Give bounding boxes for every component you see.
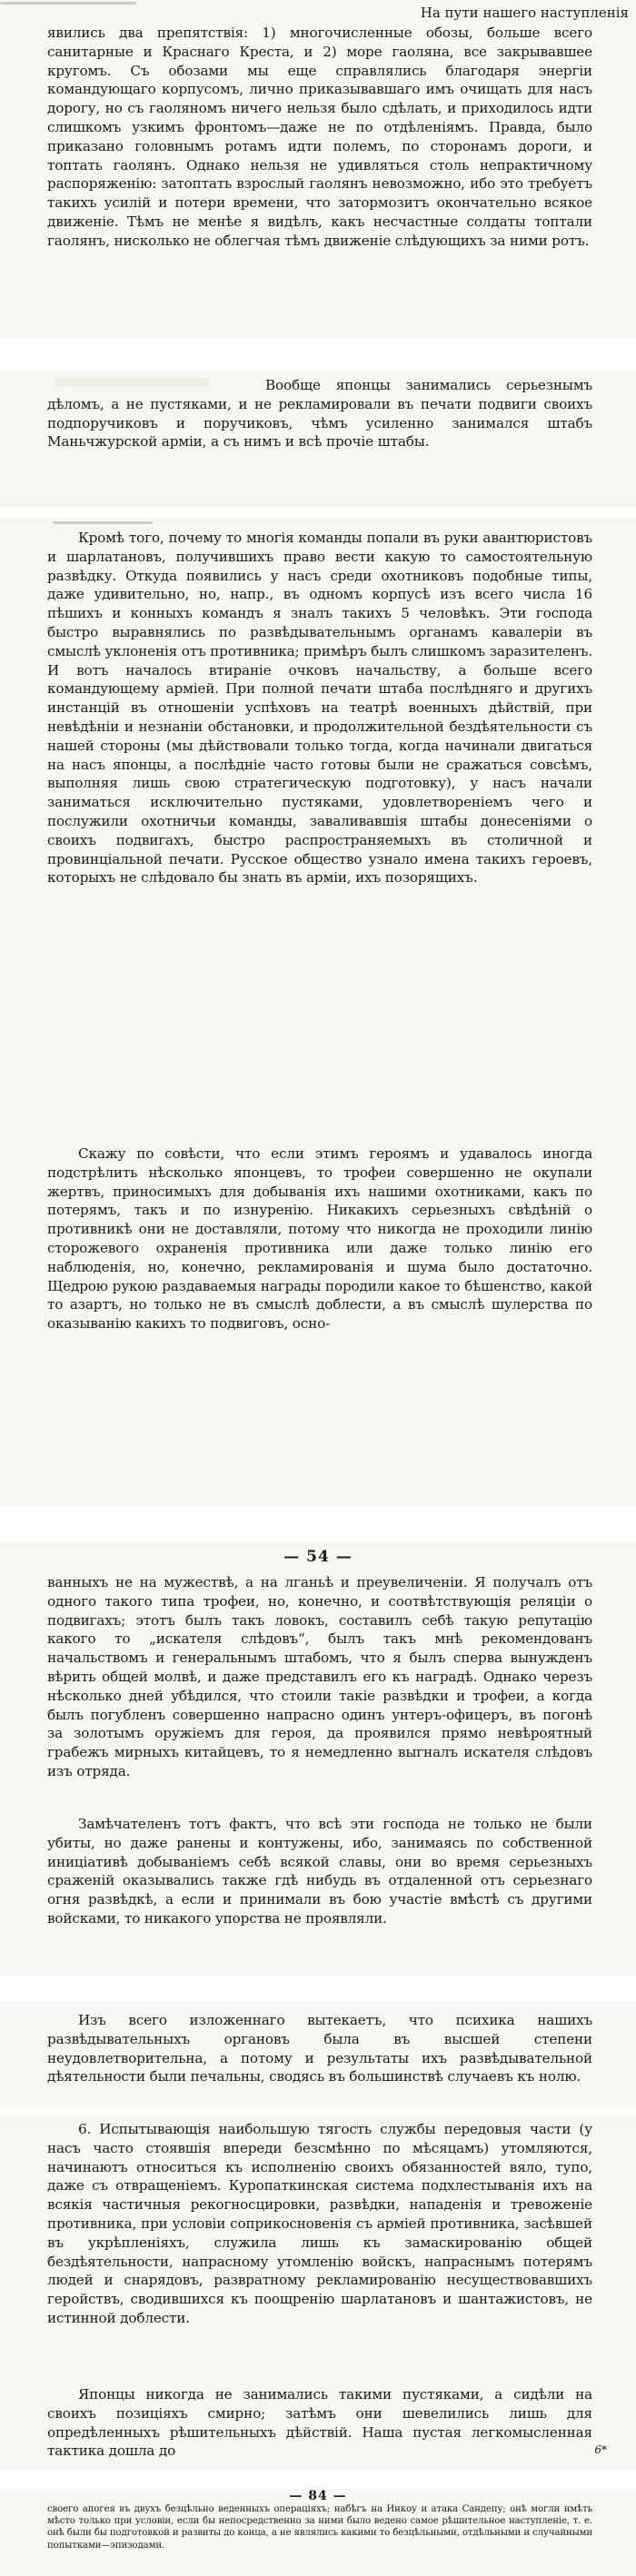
paragraph-2: Замѣчателенъ тотъ фактъ, что всѣ эти господа не только не были убиты, но даже ранены и контужены, ибо, занимаясь по собственной иниціативѣ добываніемъ себѣ всякой славы, они во время серьезныхъ сраженій оказывались также гдѣ нибудь въ отдаленной отъ серьезнаго огня развѣдкѣ, а если и принимали въ бою участіе вмѣстѣ съ другими войсками, то никакого упорства не проявляли. <box>47 1816 592 1927</box>
excerpt-adventurers <box>0 518 636 1506</box>
header-fragment: На пути нашего наступленія <box>420 5 629 21</box>
page-number: — 84 — <box>289 2489 347 2503</box>
torn-edge <box>53 521 153 524</box>
excerpt-japanese-serious <box>0 371 636 507</box>
excerpt-page-54 <box>0 1542 636 1977</box>
excerpt-page-84 <box>0 2489 636 2576</box>
gap <box>0 2107 636 2116</box>
excerpt-text: своего апогея въ двухъ безцѣльно веденныхъ операціяхъ; набѣгъ на Инкоу и атака Сандепу; онѣ могли имѣть мѣсто только при условіи, если бы непосредственно за ними было ведено самое рѣшительное наступленіе, т. е. онѣ были бы подготовкой и развиты до конца, а не являлись какими то безцѣльными, отдѣльными и случайными попытками—эпизодами. <box>47 2504 592 2551</box>
page-number: — 54 — <box>283 1548 353 1566</box>
excerpt-text: явились два препятствія: 1) многочисленные обозы, больше всего санитарные и Краснаго Креста, и 2) море гаоляна, все закрывавшее кругомъ. Съ обозами мы еще справлялись благодаря энергіи командующаго корпусомъ, лично приказывавшаго имъ очищать для насъ дорогу, но съ гаоляномъ ничего нельзя было сдѣлать, и приходилось идти слишкомъ узкимъ фронтомъ—даже не по отдѣленіямъ. Правда, было приказано головнымъ ротамъ идти полемъ, по сторонамъ дороги, и топтать гаолянъ. Однако нельзя не удивляться столь непрактичному распоряженію: затоптать взрослый гаолянъ невозможно, ибо это требуетъ такихъ усилій и потери времени, что затормозитъ окончательно всякое движеніе. Тѣмъ не менѣе я видѣлъ, какъ несчастные солдаты топтали гаолянъ, нисколько не облегчая тѣмъ движеніе слѣдующихъ за ними ротъ. <box>47 25 592 249</box>
excerpt-text: Изъ всего изложеннаго вытекаетъ, что психика нашихъ развѣдывательныхъ органовъ была въ высшей степени неудовлетворительна, а потому и результаты ихъ развѣдывательной дѣятельности были печальны, сводясь въ большинствѣ случаевъ къ нолю. <box>47 2012 592 2086</box>
excerpt-text: Вообще японцы занимались серьезнымъ дѣломъ, а не пустяками, и не рекламировали въ печати подвиги своихъ подпоручиковъ и поручиковъ, чѣмъ усиленно занимался штабъ Маньчжурской арміи, а съ нимъ и всѣ прочіе штабы. <box>47 377 592 451</box>
paragraph-1: ванныхъ не на мужествѣ, а на лганьѣ и преувеличеніи. Я получалъ отъ одного такого типа трофеи, но, конечно, и соотвѣтствующія реляціи о подвигахъ; этотъ былъ такъ ловокъ, составилъ себѣ такую репутацію какого то „искателя слѣдовъ“, былъ такъ мнѣ рекомендованъ начальствомъ и генеральнымъ штабомъ, что я былъ сперва вынужденъ вѣрить общей молвѣ, и даже представилъ его къ наградѣ. Однако черезъ нѣсколько дней убѣдился, что стоили такіе развѣдки и трофеи, а когда былъ погубленъ совершенно напрасно одинъ унтеръ-офицеръ, въ погонѣ за золотымъ оружіемъ для героя, да проявился прямо невѣроятный грабежъ мирныхъ китайцевъ, то я немедленно выгналъ искателя слѣдовъ изъ отряда. <box>47 1574 592 1779</box>
paragraph-1: 6. Испытывающія наибольшую тягость службы передовыя части (у насъ часто стоявшія впереди безсмѣнно по мѣсяцамъ) утомляются, начинаютъ относиться къ исполненію своихъ обязанностей вяло, тупо, даже съ отвращеніемъ. Куропаткинская система подхлестыванія ихъ на всякія частичныя рекогносцировки, развѣдки, нападенія и тревоженіе противника, при условіи соприкосновенія съ арміей противника, засѣвшей въ укрѣпленіяхъ, служила лишь къ замаскированію общей бездѣятельности, напрасному утомленію войскъ, напраснымъ потерямъ людей и снарядовъ, развратному рекламированію несуществовавшихъ геройствъ, сводившихся къ поощренію шарлатановъ и шантажистовъ, не истинной доблести. <box>47 2121 592 2326</box>
gap <box>0 2471 636 2489</box>
excerpt-obstacles <box>0 0 636 338</box>
signature-mark: 6* <box>594 2443 607 2456</box>
gap <box>0 507 636 518</box>
excerpt-conclusion <box>0 2002 636 2107</box>
paragraph-2: Японцы никогда не занимались такими пустяками, а сидѣли на своихъ позиціяхъ смирно; затѣмъ они шевелились лишь для опредѣленныхъ рѣшительныхъ дѣйствій. Наша пустая легкомысленная тактика дошла до <box>47 2386 592 2460</box>
paragraph-2: Скажу по совѣсти, что если этимъ героямъ и удавалось иногда подстрѣлить нѣсколько японцевъ, то трофеи совершенно не окупали жертвъ, приносимыхъ для добыванія ихъ нашими охотниками, какъ по потерямъ, такъ и по изнуренію. Никакихъ серьезныхъ свѣдѣній о противникѣ они не доставляли, потому что никогда не проходили линію сторожевого охраненія противника или даже только линію его наблюденія, но, конечно, рекламированія и шума было достаточно. Щедрою рукою раздаваемыя награды породили какое то бѣшенство, какой то азартъ, но только не въ смыслѣ доблести, а въ смыслѣ шулерства по оказыванію какихъ то подвиговъ, осно- <box>47 1145 592 1333</box>
paragraph-1: Кромѣ того, почему то многія команды попали въ руки авантюристовъ и шарлатановъ, получившихъ право вести какую то самостоятельную развѣдку. Откуда появились у насъ среди охотниковъ подобные типы, даже удивительно, но, напр., въ одномъ корпусѣ изъ всего числа 16 пѣшихъ и конныхъ командъ я зналъ такихъ 5 человѣкъ. Эти господа быстро выравнялись по развѣдывательнымъ органамъ кавалеріи въ смыслѣ уклоненія отъ противника; примѣръ былъ слишкомъ заразителенъ. И вотъ началось втираніе очковъ начальству, а больше всего командующему арміей. При полной печати штаба послѣдняго и другихъ инстанцій въ отношеніи успѣховъ на театрѣ военныхъ дѣйствій, при невѣдѣніи и незнаніи обстановки, и продолжительной бездѣятельности съ нашей стороны (мы дѣйствовали только тогда, когда начинали двигаться на насъ японцы, а послѣдніе часто готовы были не сражаться совсѣмъ, выполняя лишь свою стратегическую подготовку), у насъ начали заниматься исключительно пустяками, удовлетвореніемъ чего и послужили охотничьи команды, заваливавшія штабы донесеніями о своихъ подвигахъ, быстро распространяемыхъ въ столичной и провинціальной печати. Русское общество узнало имена такихъ героевъ, которыхъ не слѣдовало бы знать въ арміи, ихъ позорящихъ. <box>47 530 592 887</box>
excerpt-section-6 <box>0 2116 636 2471</box>
gap <box>0 1977 636 2002</box>
gap <box>0 1506 636 1542</box>
gap <box>0 338 636 371</box>
